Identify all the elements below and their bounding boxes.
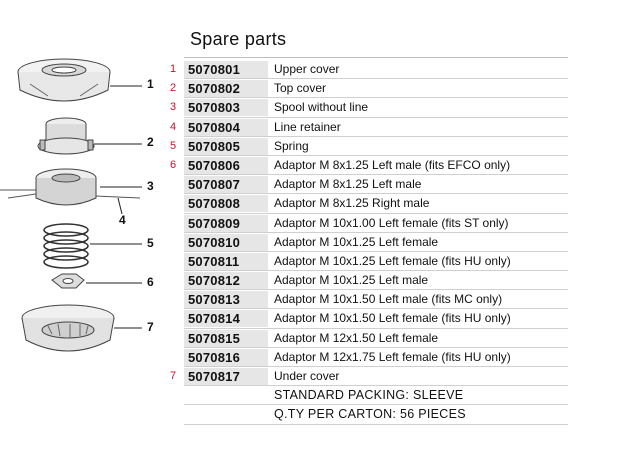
part-code: 5070812 [188, 273, 241, 289]
part-description: Adaptor M 8x1.25 Left male [274, 177, 422, 192]
table-row [166, 98, 568, 117]
part-code: 5070817 [188, 369, 241, 384]
table-row [166, 252, 568, 271]
part-description: Under cover [274, 369, 340, 383]
table-row [166, 214, 568, 233]
diagram-label-2: 2 [147, 135, 154, 149]
table-row [166, 118, 568, 137]
adaptor-nut-drawing [52, 274, 142, 288]
row-index: 7 [169, 370, 177, 382]
table-row [166, 367, 568, 386]
table-row [166, 79, 568, 98]
part-description: Adaptor M 8x1.25 Left male (fits EFCO only) [274, 157, 511, 172]
part-description: Adaptor M 10x1.50 Left female (fits HU only) [274, 311, 511, 326]
table-row [166, 156, 568, 175]
row-index: 5 [169, 139, 177, 152]
part-code: 5070811 [188, 253, 240, 269]
part-code: 5070804 [188, 119, 241, 135]
part-description: Adaptor M 10x1.25 Left female [274, 234, 439, 249]
part-description: Adaptor M 10x1.25 Left female (fits HU only) [274, 253, 511, 268]
part-description: Adaptor M 10x1.50 Left male (fits MC only) [274, 292, 503, 307]
upper-cover-drawing [18, 59, 142, 101]
spool-drawing [0, 169, 142, 214]
part-code: 5070809 [188, 215, 241, 231]
diagram-label-7: 7 [147, 320, 154, 334]
part-code: 5070801 [188, 62, 241, 77]
diagram-label-5: 5 [147, 236, 154, 250]
table-row [166, 175, 568, 194]
part-code: 5070815 [188, 330, 241, 346]
diagram-label-3: 3 [147, 179, 154, 193]
row-index: 2 [169, 82, 177, 95]
part-code: 5070810 [188, 234, 241, 250]
spare-parts-table [166, 60, 568, 425]
part-description: Adaptor M 12x1.50 Left female [274, 330, 439, 345]
table-row [166, 60, 568, 79]
table-row [166, 271, 568, 290]
exploded-parts-diagram [0, 0, 170, 380]
spring-drawing [44, 224, 142, 268]
part-description: Adaptor M 10x1.25 Left male [274, 273, 429, 288]
row-divider [184, 424, 568, 425]
diagram-label-6: 6 [147, 275, 154, 289]
part-code: 5070806 [188, 157, 241, 173]
part-description: Adaptor M 12x1.75 Left female (fits HU only) [274, 349, 511, 364]
part-code: 5070802 [188, 81, 241, 97]
table-row [166, 194, 568, 213]
part-description: Upper cover [274, 62, 340, 76]
row-index: 1 [169, 63, 177, 75]
diagram-label-1: 1 [147, 77, 154, 91]
part-code: 5070814 [188, 311, 241, 327]
part-description: Adaptor M 8x1.25 Right male [274, 196, 430, 211]
part-code: 5070808 [188, 196, 241, 212]
top-cover-drawing [38, 118, 142, 154]
table-row [166, 309, 568, 328]
diagram-label-4: 4 [119, 213, 126, 227]
part-code: 5070813 [188, 292, 241, 308]
part-code: 5070807 [188, 177, 241, 193]
table-row [166, 329, 568, 348]
part-description: Line retainer [274, 119, 341, 134]
part-code: 5070816 [188, 349, 241, 365]
row-index: 3 [169, 101, 177, 114]
under-cover-drawing [22, 305, 142, 351]
title-divider [184, 57, 568, 58]
row-index: 6 [169, 158, 177, 171]
part-code: 5070803 [188, 100, 241, 116]
table-row [166, 137, 568, 156]
part-description: Spring [274, 138, 309, 153]
row-index: 4 [169, 120, 177, 133]
table-row [166, 290, 568, 309]
table-row [166, 348, 568, 367]
part-description: Spool without line [274, 100, 369, 115]
footer-row-carton [166, 405, 568, 424]
table-row [166, 233, 568, 252]
footer-row-packing [166, 386, 568, 405]
part-description: Top cover [274, 81, 327, 96]
part-code: 5070805 [188, 138, 241, 154]
part-description: Adaptor M 10x1.00 Left female (fits ST only) [274, 215, 509, 230]
footer-text: STANDARD PACKING: SLEEVE [274, 388, 464, 403]
page-title: Spare parts [190, 29, 287, 49]
footer-text: Q.TY PER CARTON: 56 PIECES [274, 407, 466, 422]
